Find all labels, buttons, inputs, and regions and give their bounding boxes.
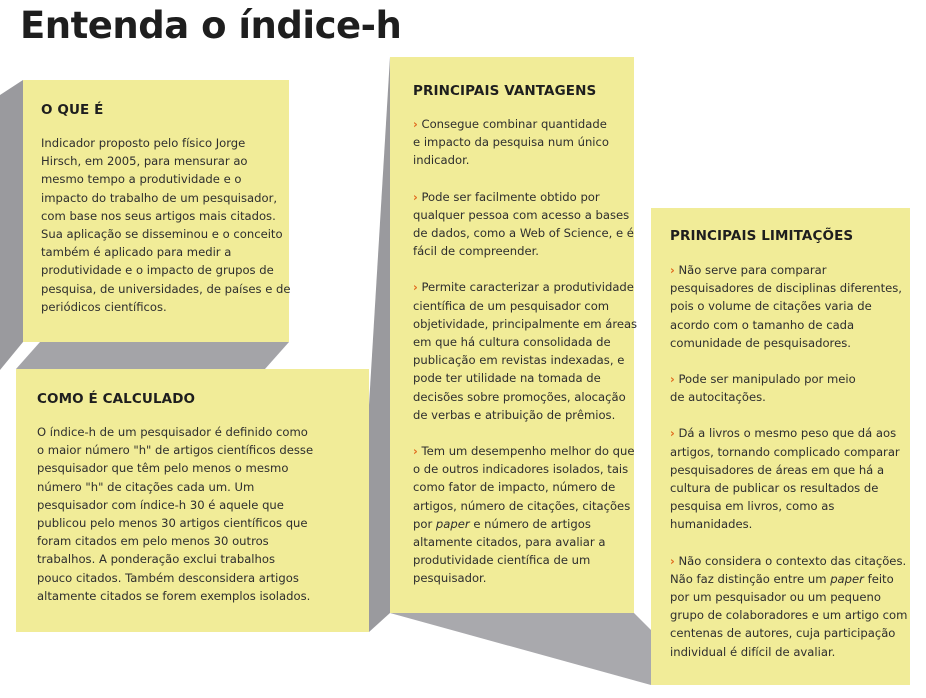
text-line: humanidades. <box>670 517 753 532</box>
text-line: decisões sobre promoções, alocação <box>413 389 626 404</box>
card-body <box>413 115 638 588</box>
text-line: em que há cultura consolidada de <box>413 335 611 350</box>
text-line: Não serve para comparar <box>678 263 827 277</box>
text-line: foram citados em pelo menos 30 outros <box>37 534 269 549</box>
list-item <box>670 552 910 661</box>
text-line: Pode ser facilmente obtido por <box>421 189 600 204</box>
text-line: impacto do trabalho de um pesquisador, <box>41 190 278 205</box>
text-line: indicador. <box>413 153 470 168</box>
text-line: objetividade, principalmente em áreas <box>413 316 638 331</box>
list-item <box>413 188 634 261</box>
list-item <box>670 261 910 352</box>
text-line: pesquisadores de áreas em que há a <box>670 462 885 477</box>
chevron-right-icon: › <box>670 553 675 568</box>
text-line: Indicador proposto pelo físico Jorge <box>41 136 246 150</box>
text-line: qualquer pessoa com acesso a bases <box>413 207 630 222</box>
text-line: pesquisa, de universidades, de países e de <box>41 281 291 296</box>
shadow-between-cards <box>16 342 289 369</box>
list-item <box>413 115 634 170</box>
text-line: individual é difícil de avaliar. <box>670 644 836 659</box>
text-line: com base nos seus artigos mais citados. <box>41 208 276 223</box>
text-line: Não considera o contexto das citações. <box>678 553 907 568</box>
text-line: artigos, tornando complicado comparar <box>670 444 900 459</box>
text-line: comunidade de pesquisadores. <box>670 335 851 350</box>
text-line: trabalhos. A ponderação exclui trabalhos <box>37 552 276 567</box>
text-line: como fator de impacto, número de <box>413 480 616 495</box>
shadow-center-bottom <box>390 613 651 685</box>
text-line: grupo de colaboradores e um artigo com <box>670 608 908 623</box>
text-line: pesquisador com índice-h 30 é aquele que <box>37 497 284 512</box>
text-line: Sua aplicação se disseminou e o conceito <box>41 227 283 242</box>
text-line: científica de um pesquisador com <box>413 298 610 313</box>
card-heading: PRINCIPAIS VANTAGENS <box>413 83 597 99</box>
card-heading: COMO É CALCULADO <box>37 391 196 407</box>
list-item <box>413 278 638 424</box>
text-line: o de outros indicadores isolados, tais <box>413 462 629 477</box>
text-line: artigos, número de citações, citações <box>413 498 631 513</box>
text-line: de dados, como a Web of Science, e é <box>413 226 634 241</box>
text-line: também é aplicado para medir a <box>41 245 232 260</box>
text-line-mixed: Não faz distinção entre um paper feito <box>670 571 894 586</box>
text-line: número "h" de citações cada um. Um <box>37 479 255 494</box>
page-title: Entenda o índice-h <box>20 4 402 47</box>
text-line: Hirsch, em 2005, para mensurar ao <box>41 154 248 169</box>
list-item <box>670 424 910 533</box>
text-line: O índice-h de um pesquisador é definido como <box>37 425 308 439</box>
text-line: periódicos científicos. <box>41 299 167 314</box>
text-line: pesquisador. <box>413 571 487 586</box>
card-principais-limitacoes <box>651 208 910 685</box>
card-heading: O QUE É <box>41 102 104 118</box>
card-o-que-e <box>23 80 289 342</box>
text-line: produtividade e o impacto de grupos de <box>41 263 274 278</box>
text-line: o maior número "h" de artigos científicos desse <box>37 443 314 458</box>
card-heading: PRINCIPAIS LIMITAÇÕES <box>670 228 854 244</box>
text-line: pesquisadores de disciplinas diferentes, <box>670 281 902 296</box>
text-line: acordo com o tamanho de cada <box>670 317 855 332</box>
text-line: pode ter utilidade na tomada de <box>413 371 601 386</box>
text-line: cultura de publicar os resultados de <box>670 481 879 496</box>
card-body <box>37 423 369 605</box>
text-line: mesmo tempo a produtividade e o <box>41 172 242 187</box>
text-line: pois o volume de citações varia de <box>670 299 872 314</box>
text-line: publicou pelo menos 30 artigos científicos que <box>37 516 308 531</box>
card-como-e-calculado <box>16 369 369 632</box>
text-line: Permite caracterizar a produtividade <box>421 280 634 295</box>
chevron-right-icon: › <box>413 189 418 204</box>
text-line: altamente citados, para avaliar a <box>413 535 606 550</box>
shadow-left-strip <box>0 80 23 370</box>
card-principais-vantagens <box>390 57 638 613</box>
chevron-right-icon: › <box>670 263 675 277</box>
text-line: altamente citados se forem exemplos isolados. <box>37 588 311 603</box>
card-body <box>41 134 289 316</box>
text-line: publicação em revistas indexadas, e <box>413 353 625 368</box>
shadow-center-left <box>369 57 390 632</box>
chevron-right-icon: › <box>670 426 675 441</box>
text-line: de verbas e atribuição de prêmios. <box>413 407 616 422</box>
text-line: Consegue combinar quantidade <box>421 117 607 131</box>
text-line: Dá a livros o mesmo peso que dá aos <box>678 426 897 441</box>
text-line: e impacto da pesquisa num único <box>413 135 609 150</box>
text-line: pesquisador que têm pelo menos o mesmo <box>37 461 289 476</box>
text-line: Tem um desempenho melhor do que <box>421 444 635 459</box>
text-line: produtividade científica de um <box>413 553 591 568</box>
card-body <box>670 261 910 661</box>
text-line: fácil de compreender. <box>413 244 539 259</box>
list-item <box>670 370 910 406</box>
text-line: pesquisa em livros, como as <box>670 499 835 514</box>
text-line: Pode ser manipulado por meio <box>678 372 856 387</box>
chevron-right-icon: › <box>413 444 418 459</box>
chevron-right-icon: › <box>413 280 418 295</box>
text-line: centenas de autores, cuja participação <box>670 626 896 641</box>
chevron-right-icon: › <box>670 372 675 387</box>
text-line: por um pesquisador ou um pequeno <box>670 590 881 605</box>
text-line: de autocitações. <box>670 390 766 405</box>
chevron-right-icon: › <box>413 117 418 131</box>
text-line-mixed: por paper e número de artigos <box>413 516 591 531</box>
list-item <box>413 442 634 588</box>
text-line: pouco citados. Também desconsidera artigos <box>37 570 299 585</box>
